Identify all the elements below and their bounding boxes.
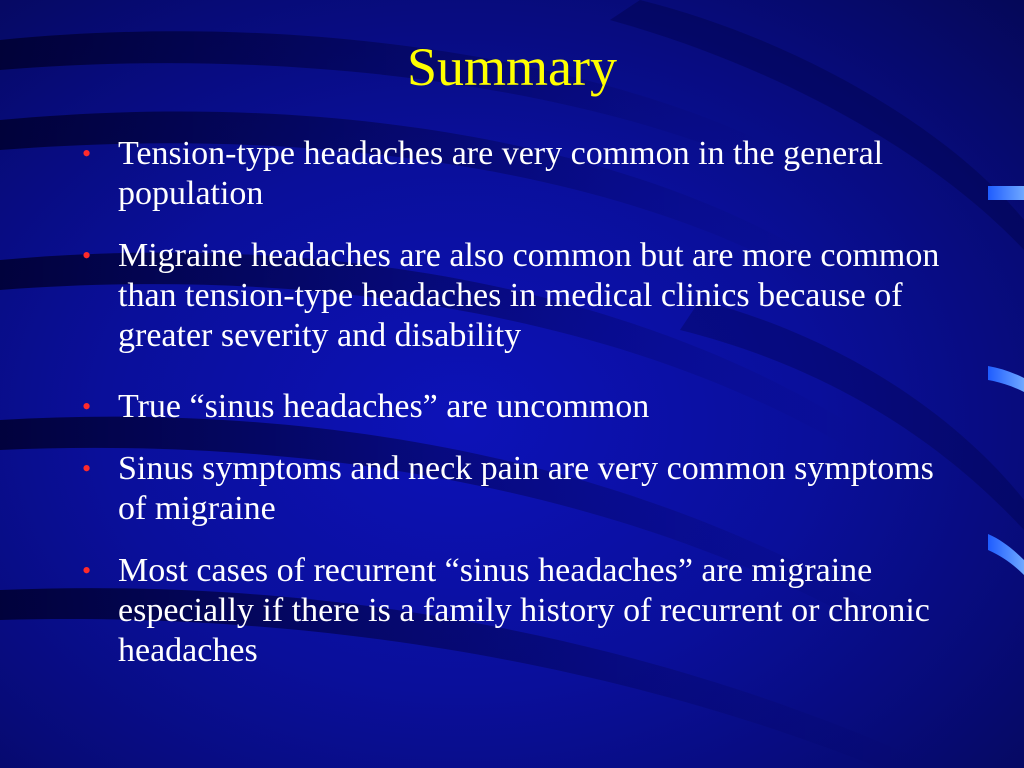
bullet-item [78, 236, 958, 356]
bullet-list [78, 134, 958, 671]
slide-title: Summary [407, 37, 617, 97]
accent-stripe [988, 186, 1024, 200]
bullet-text: Sinus symptoms and neck pain are very common symptoms of migraine [118, 450, 934, 527]
bullet-icon: • [82, 392, 92, 421]
bullet-text: True “sinus headaches” are uncommon [118, 388, 650, 425]
bullet-item [78, 134, 958, 214]
bullet-item [78, 449, 958, 529]
bullet-icon: • [82, 241, 92, 270]
accent-stripe [988, 534, 1024, 575]
bullet-text: Tension-type headaches are very common in the general population [118, 135, 884, 212]
bullet-icon: • [82, 454, 92, 483]
bullet-text: Most cases of recurrent “sinus headaches” are migraine especially if there is a family history of recurrent or chronic headaches [118, 552, 930, 669]
bullet-item [78, 387, 958, 427]
bullet-item [78, 551, 958, 671]
bullet-text: Migraine headaches are also common but are more common than tension-type headaches in medical clinics because of greater severity and disability [118, 237, 940, 354]
bullet-icon: • [82, 556, 92, 585]
accent-stripe [988, 366, 1024, 392]
bullet-icon: • [82, 139, 92, 168]
